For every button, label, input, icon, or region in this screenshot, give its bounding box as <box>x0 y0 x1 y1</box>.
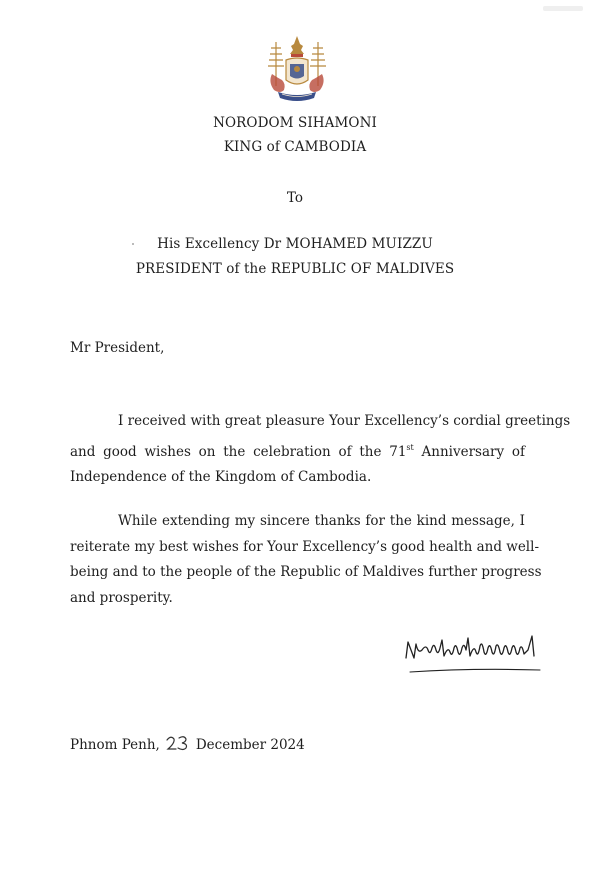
ordinal-suffix: st <box>406 442 414 452</box>
salutation: Mr President, <box>70 340 165 356</box>
handwritten-day-icon <box>164 734 194 752</box>
sender-title: KING of CAMBODIA <box>223 139 367 155</box>
paragraph-2 <box>70 509 542 611</box>
royal-crest-icon <box>262 34 332 106</box>
place-label: Phnom Penh, <box>70 737 160 753</box>
addressee-to-label: To <box>286 190 304 206</box>
sender-name: NORODOM SIHAMONI <box>213 115 377 131</box>
ordinal-number <box>389 444 414 460</box>
paragraph-2-line-2: reiterate my best wishes for Your Excellency’s good health and well- <box>70 538 539 555</box>
paragraph-1-line-2 <box>70 435 525 466</box>
date-line <box>70 734 305 753</box>
recipient-name: His Excellency Dr MOHAMED MUIZZU <box>157 236 433 252</box>
paragraph-2-line-1: While extending my sincere thanks for the kind message, I <box>118 513 525 529</box>
paragraph-2-line-4: and prosperity. <box>70 589 173 606</box>
paragraph-1-line-2-end: Anniversary of <box>421 443 526 460</box>
ordinal-number-value: 71 <box>389 443 407 460</box>
recipient-title: PRESIDENT of the REPUBLIC OF MALDIVES <box>135 261 455 277</box>
paragraph-1-line-2-start: and good wishes on the celebration of the <box>70 443 382 460</box>
handwritten-signature-icon <box>402 628 544 678</box>
corner-scan-mark-icon <box>543 4 583 13</box>
paragraph-1-line-3: Independence of the Kingdom of Cambodia. <box>70 469 372 485</box>
paragraph-2-line-3: being and to the people of the Republic of Maldives further progress <box>70 564 542 580</box>
month-year: December 2024 <box>195 737 305 753</box>
paragraph-1-line-1: I received with great pleasure Your Excellency’s cordial greetings <box>118 413 571 429</box>
paragraph-1 <box>70 409 571 491</box>
